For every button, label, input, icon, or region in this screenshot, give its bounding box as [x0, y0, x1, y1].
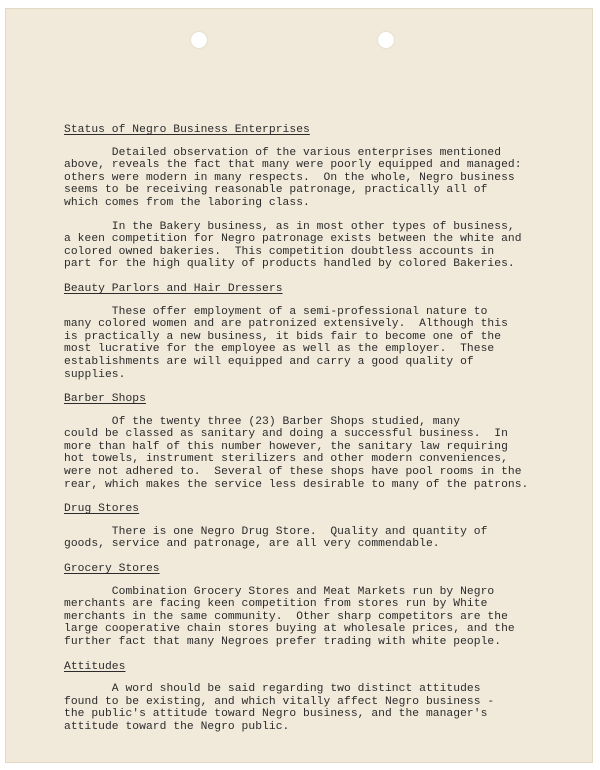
- section-heading-barber-shops: Barber Shops: [64, 393, 146, 406]
- section-heading-grocery-stores: Grocery Stores: [64, 563, 160, 576]
- document-body: [64, 124, 552, 734]
- paragraph-status-observation: Detailed observation of the various enterprises mentioned above, reveals the fact that many were poorly equipped and managed: others were modern in many respects. On the whole, Negro business seems to be receiving reasonable patronage, practically all of which comes from the laboring class.: [64, 146, 522, 209]
- paragraph-barber-shops: Of the twenty three (23) Barber Shops studied, many could be classed as sanitary and doing a successful business. In more than half of this number however, the sanitary law requiring hot towels, instrument sterilizers and other modern conveniences, were not adhered to. Several of these shops have pool rooms in the rear, which makes the service less desirable to many of the patrons.: [64, 415, 529, 491]
- paragraph-bakery: In the Bakery business, as in most other types of business, a keen competition for Negro patronage exists between the white and colored owned bakeries. This competition doubtless accounts in part for the high quality of products handled by colored Bakeries.: [64, 220, 522, 271]
- section-heading-attitudes: Attitudes: [64, 660, 126, 673]
- paragraph-grocery-stores: Combination Grocery Stores and Meat Markets run by Negro merchants are facing keen competition from stores run by White merchants in the same community. Other sharp competitors are the large cooperative chain stores buying at wholesale prices, and the further fact that many Negroes prefer trading with white people.: [64, 585, 515, 648]
- punch-hole-left: [191, 32, 207, 48]
- paragraph-beauty-parlors: These offer employment of a semi-professional nature to many colored women and are patronized extensively. Although this is practically a new business, it bids fair to become one of the most lucrative for the employee as well as the employer. These establishments are will equipped and carry a good quality of supplies.: [64, 305, 508, 381]
- section-heading-drug-stores: Drug Stores: [64, 503, 140, 516]
- section-heading-status: Status of Negro Business Enterprises: [64, 124, 310, 136]
- section-heading-beauty-parlors: Beauty Parlors and Hair Dressers: [64, 282, 283, 295]
- document-page: [5, 8, 593, 763]
- paragraph-attitudes: A word should be said regarding two distinct attitudes found to be existing, and which vitally affect Negro business - the public's attitude toward Negro business, and the manager's attitude toward the Negro public.: [64, 683, 495, 733]
- punch-hole-right: [378, 32, 394, 48]
- paragraph-drug-stores: There is one Negro Drug Store. Quality and quantity of goods, service and patronage, are all very commendable.: [64, 525, 488, 551]
